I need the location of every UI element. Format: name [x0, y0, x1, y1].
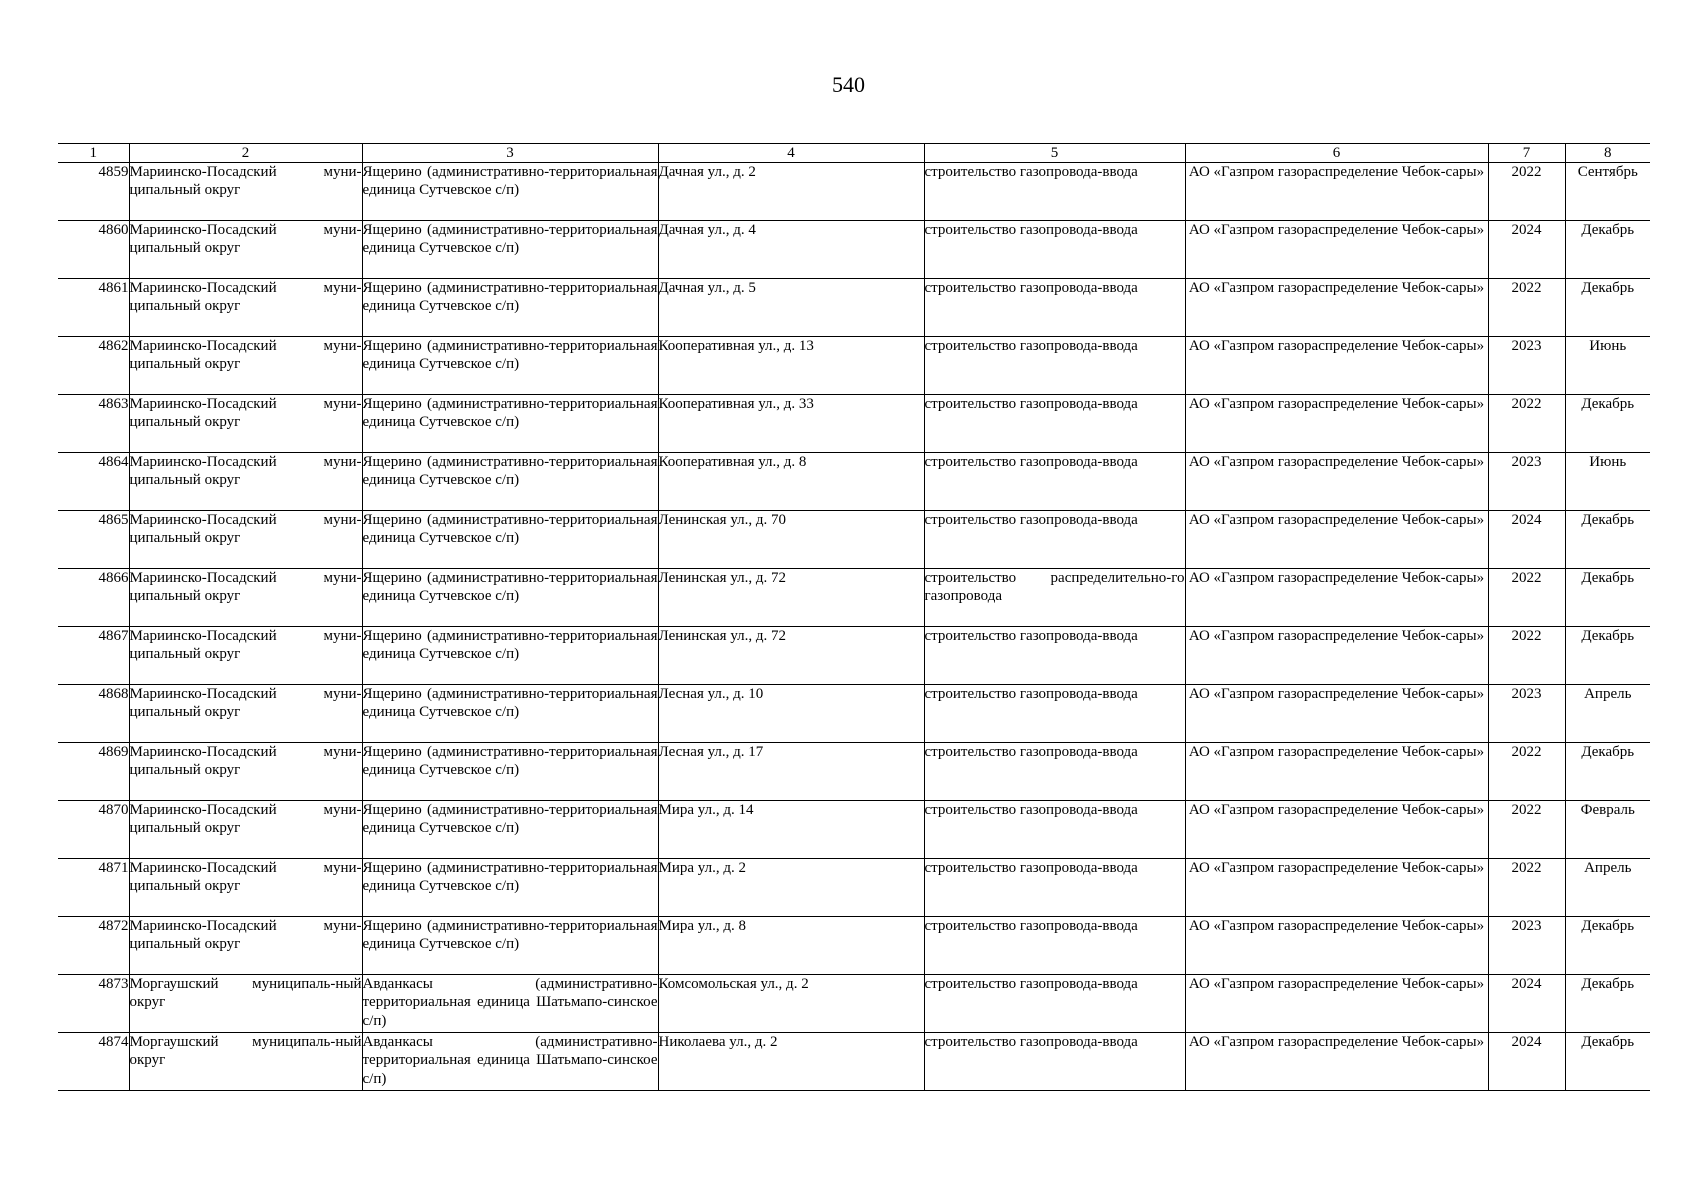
- table-row: [58, 917, 1650, 975]
- settlement-cell: Ящерино (административно-территориальная единица Сутчевское с/п): [362, 801, 658, 859]
- address-cell: Кооперативная ул., д. 8: [658, 453, 924, 511]
- month-cell: Июнь: [1565, 337, 1650, 395]
- month-cell: Декабрь: [1565, 279, 1650, 337]
- settlement-cell: Ящерино (административно-территориальная единица Сутчевское с/п): [362, 511, 658, 569]
- month-cell: Декабрь: [1565, 627, 1650, 685]
- address-cell: Лесная ул., д. 10: [658, 685, 924, 743]
- district-cell: Мариинско-Посадский муни-ципальный округ: [129, 337, 362, 395]
- settlement-cell: Ящерино (административно-территориальная единица Сутчевское с/п): [362, 163, 658, 221]
- table-row: [58, 163, 1650, 221]
- column-header: 2: [129, 144, 362, 163]
- year-cell: 2023: [1488, 917, 1565, 975]
- organization-cell: АО «Газпром газораспределение Чебок-сары»: [1185, 685, 1488, 743]
- month-cell: Апрель: [1565, 685, 1650, 743]
- address-cell: Мира ул., д. 14: [658, 801, 924, 859]
- month-cell: Декабрь: [1565, 975, 1650, 1033]
- work-type-cell: строительство газопровода-ввода: [924, 511, 1185, 569]
- district-cell: Мариинско-Посадский муни-ципальный округ: [129, 685, 362, 743]
- organization-cell: АО «Газпром газораспределение Чебок-сары»: [1185, 627, 1488, 685]
- settlement-cell: Ящерино (административно-территориальная единица Сутчевское с/п): [362, 917, 658, 975]
- organization-cell: АО «Газпром газораспределение Чебок-сары»: [1185, 279, 1488, 337]
- district-cell: Мариинско-Посадский муни-ципальный округ: [129, 279, 362, 337]
- settlement-cell: Авданкасы (административно-территориальная единица Шатьмапо-синское с/п): [362, 975, 658, 1033]
- year-cell: 2022: [1488, 163, 1565, 221]
- month-cell: Февраль: [1565, 801, 1650, 859]
- year-cell: 2024: [1488, 511, 1565, 569]
- row-number: 4866: [58, 569, 129, 627]
- organization-cell: АО «Газпром газораспределение Чебок-сары»: [1185, 917, 1488, 975]
- organization-cell: АО «Газпром газораспределение Чебок-сары»: [1185, 975, 1488, 1033]
- year-cell: 2024: [1488, 975, 1565, 1033]
- month-cell: Декабрь: [1565, 1033, 1650, 1091]
- month-cell: Сентябрь: [1565, 163, 1650, 221]
- settlement-cell: Ящерино (административно-территориальная единица Сутчевское с/п): [362, 395, 658, 453]
- work-type-cell: строительство газопровода-ввода: [924, 685, 1185, 743]
- district-cell: Моргаушский муниципаль-ный округ: [129, 1033, 362, 1091]
- column-header: 7: [1488, 144, 1565, 163]
- row-number: 4873: [58, 975, 129, 1033]
- year-cell: 2022: [1488, 627, 1565, 685]
- address-cell: Дачная ул., д. 2: [658, 163, 924, 221]
- address-cell: Мира ул., д. 2: [658, 859, 924, 917]
- organization-cell: АО «Газпром газораспределение Чебок-сары»: [1185, 337, 1488, 395]
- month-cell: Декабрь: [1565, 221, 1650, 279]
- address-cell: Ленинская ул., д. 72: [658, 569, 924, 627]
- work-type-cell: строительство газопровода-ввода: [924, 279, 1185, 337]
- settlement-cell: Ящерино (административно-территориальная единица Сутчевское с/п): [362, 453, 658, 511]
- year-cell: 2024: [1488, 221, 1565, 279]
- header-row: [58, 144, 1650, 163]
- row-number: 4869: [58, 743, 129, 801]
- row-number: 4865: [58, 511, 129, 569]
- table-row: [58, 395, 1650, 453]
- address-cell: Николаева ул., д. 2: [658, 1033, 924, 1091]
- organization-cell: АО «Газпром газораспределение Чебок-сары»: [1185, 221, 1488, 279]
- gasification-table: [58, 143, 1650, 1091]
- page-number: 540: [832, 72, 865, 97]
- address-cell: Комсомольская ул., д. 2: [658, 975, 924, 1033]
- organization-cell: АО «Газпром газораспределение Чебок-сары»: [1185, 163, 1488, 221]
- settlement-cell: Ящерино (административно-территориальная единица Сутчевское с/п): [362, 859, 658, 917]
- table-row: [58, 511, 1650, 569]
- settlement-cell: Ящерино (административно-территориальная единица Сутчевское с/п): [362, 221, 658, 279]
- district-cell: Мариинско-Посадский муни-ципальный округ: [129, 163, 362, 221]
- table-row: [58, 569, 1650, 627]
- table-row: [58, 337, 1650, 395]
- month-cell: Декабрь: [1565, 569, 1650, 627]
- settlement-cell: Ящерино (административно-территориальная единица Сутчевское с/п): [362, 337, 658, 395]
- year-cell: 2022: [1488, 569, 1565, 627]
- row-number: 4872: [58, 917, 129, 975]
- address-cell: Кооперативная ул., д. 13: [658, 337, 924, 395]
- organization-cell: АО «Газпром газораспределение Чебок-сары»: [1185, 1033, 1488, 1091]
- row-number: 4870: [58, 801, 129, 859]
- work-type-cell: строительство газопровода-ввода: [924, 975, 1185, 1033]
- column-header: 5: [924, 144, 1185, 163]
- row-number: 4861: [58, 279, 129, 337]
- district-cell: Мариинско-Посадский муни-ципальный округ: [129, 917, 362, 975]
- table-row: [58, 1033, 1650, 1091]
- row-number: 4862: [58, 337, 129, 395]
- work-type-cell: строительство газопровода-ввода: [924, 395, 1185, 453]
- settlement-cell: Ящерино (административно-территориальная единица Сутчевское с/п): [362, 627, 658, 685]
- settlement-cell: Ящерино (административно-территориальная единица Сутчевское с/п): [362, 569, 658, 627]
- month-cell: Декабрь: [1565, 743, 1650, 801]
- district-cell: Мариинско-Посадский муни-ципальный округ: [129, 859, 362, 917]
- table-row: [58, 859, 1650, 917]
- column-header: 6: [1185, 144, 1488, 163]
- organization-cell: АО «Газпром газораспределение Чебок-сары»: [1185, 743, 1488, 801]
- year-cell: 2023: [1488, 685, 1565, 743]
- year-cell: 2022: [1488, 801, 1565, 859]
- organization-cell: АО «Газпром газораспределение Чебок-сары»: [1185, 511, 1488, 569]
- address-cell: Лесная ул., д. 17: [658, 743, 924, 801]
- address-cell: Дачная ул., д. 4: [658, 221, 924, 279]
- address-cell: Кооперативная ул., д. 33: [658, 395, 924, 453]
- work-type-cell: строительство газопровода-ввода: [924, 917, 1185, 975]
- year-cell: 2022: [1488, 279, 1565, 337]
- table-row: [58, 975, 1650, 1033]
- district-cell: Мариинско-Посадский муни-ципальный округ: [129, 627, 362, 685]
- district-cell: Мариинско-Посадский муни-ципальный округ: [129, 221, 362, 279]
- work-type-cell: строительство газопровода-ввода: [924, 1033, 1185, 1091]
- work-type-cell: строительство газопровода-ввода: [924, 337, 1185, 395]
- district-cell: Мариинско-Посадский муни-ципальный округ: [129, 801, 362, 859]
- work-type-cell: строительство газопровода-ввода: [924, 221, 1185, 279]
- table-row: [58, 801, 1650, 859]
- work-type-cell: строительство распределительно-го газопровода: [924, 569, 1185, 627]
- address-cell: Дачная ул., д. 5: [658, 279, 924, 337]
- table-row: [58, 453, 1650, 511]
- year-cell: 2024: [1488, 1033, 1565, 1091]
- table-row: [58, 279, 1650, 337]
- settlement-cell: Ящерино (административно-территориальная единица Сутчевское с/п): [362, 279, 658, 337]
- year-cell: 2022: [1488, 395, 1565, 453]
- district-cell: Мариинско-Посадский муни-ципальный округ: [129, 569, 362, 627]
- month-cell: Декабрь: [1565, 917, 1650, 975]
- settlement-cell: Авданкасы (административно-территориальная единица Шатьмапо-синское с/п): [362, 1033, 658, 1091]
- month-cell: Июнь: [1565, 453, 1650, 511]
- row-number: 4863: [58, 395, 129, 453]
- work-type-cell: строительство газопровода-ввода: [924, 163, 1185, 221]
- district-cell: Моргаушский муниципаль-ный округ: [129, 975, 362, 1033]
- table-row: [58, 627, 1650, 685]
- district-cell: Мариинско-Посадский муни-ципальный округ: [129, 395, 362, 453]
- organization-cell: АО «Газпром газораспределение Чебок-сары»: [1185, 395, 1488, 453]
- year-cell: 2023: [1488, 453, 1565, 511]
- work-type-cell: строительство газопровода-ввода: [924, 627, 1185, 685]
- address-cell: Ленинская ул., д. 72: [658, 627, 924, 685]
- district-cell: Мариинско-Посадский муни-ципальный округ: [129, 453, 362, 511]
- column-header: 3: [362, 144, 658, 163]
- work-type-cell: строительство газопровода-ввода: [924, 859, 1185, 917]
- row-number: 4874: [58, 1033, 129, 1091]
- row-number: 4867: [58, 627, 129, 685]
- year-cell: 2023: [1488, 337, 1565, 395]
- month-cell: Апрель: [1565, 859, 1650, 917]
- month-cell: Декабрь: [1565, 511, 1650, 569]
- district-cell: Мариинско-Посадский муни-ципальный округ: [129, 743, 362, 801]
- table-row: [58, 743, 1650, 801]
- year-cell: 2022: [1488, 859, 1565, 917]
- work-type-cell: строительство газопровода-ввода: [924, 743, 1185, 801]
- column-header: 1: [58, 144, 129, 163]
- work-type-cell: строительство газопровода-ввода: [924, 453, 1185, 511]
- month-cell: Декабрь: [1565, 395, 1650, 453]
- row-number: 4860: [58, 221, 129, 279]
- address-cell: Мира ул., д. 8: [658, 917, 924, 975]
- table-row: [58, 685, 1650, 743]
- district-cell: Мариинско-Посадский муни-ципальный округ: [129, 511, 362, 569]
- row-number: 4864: [58, 453, 129, 511]
- organization-cell: АО «Газпром газораспределение Чебок-сары»: [1185, 801, 1488, 859]
- organization-cell: АО «Газпром газораспределение Чебок-сары»: [1185, 859, 1488, 917]
- row-number: 4868: [58, 685, 129, 743]
- work-type-cell: строительство газопровода-ввода: [924, 801, 1185, 859]
- organization-cell: АО «Газпром газораспределение Чебок-сары»: [1185, 453, 1488, 511]
- organization-cell: АО «Газпром газораспределение Чебок-сары»: [1185, 569, 1488, 627]
- row-number: 4859: [58, 163, 129, 221]
- column-header: 4: [658, 144, 924, 163]
- settlement-cell: Ящерино (административно-территориальная единица Сутчевское с/п): [362, 685, 658, 743]
- table-row: [58, 221, 1650, 279]
- column-header: 8: [1565, 144, 1650, 163]
- row-number: 4871: [58, 859, 129, 917]
- address-cell: Ленинская ул., д. 70: [658, 511, 924, 569]
- settlement-cell: Ящерино (административно-территориальная единица Сутчевское с/п): [362, 743, 658, 801]
- year-cell: 2022: [1488, 743, 1565, 801]
